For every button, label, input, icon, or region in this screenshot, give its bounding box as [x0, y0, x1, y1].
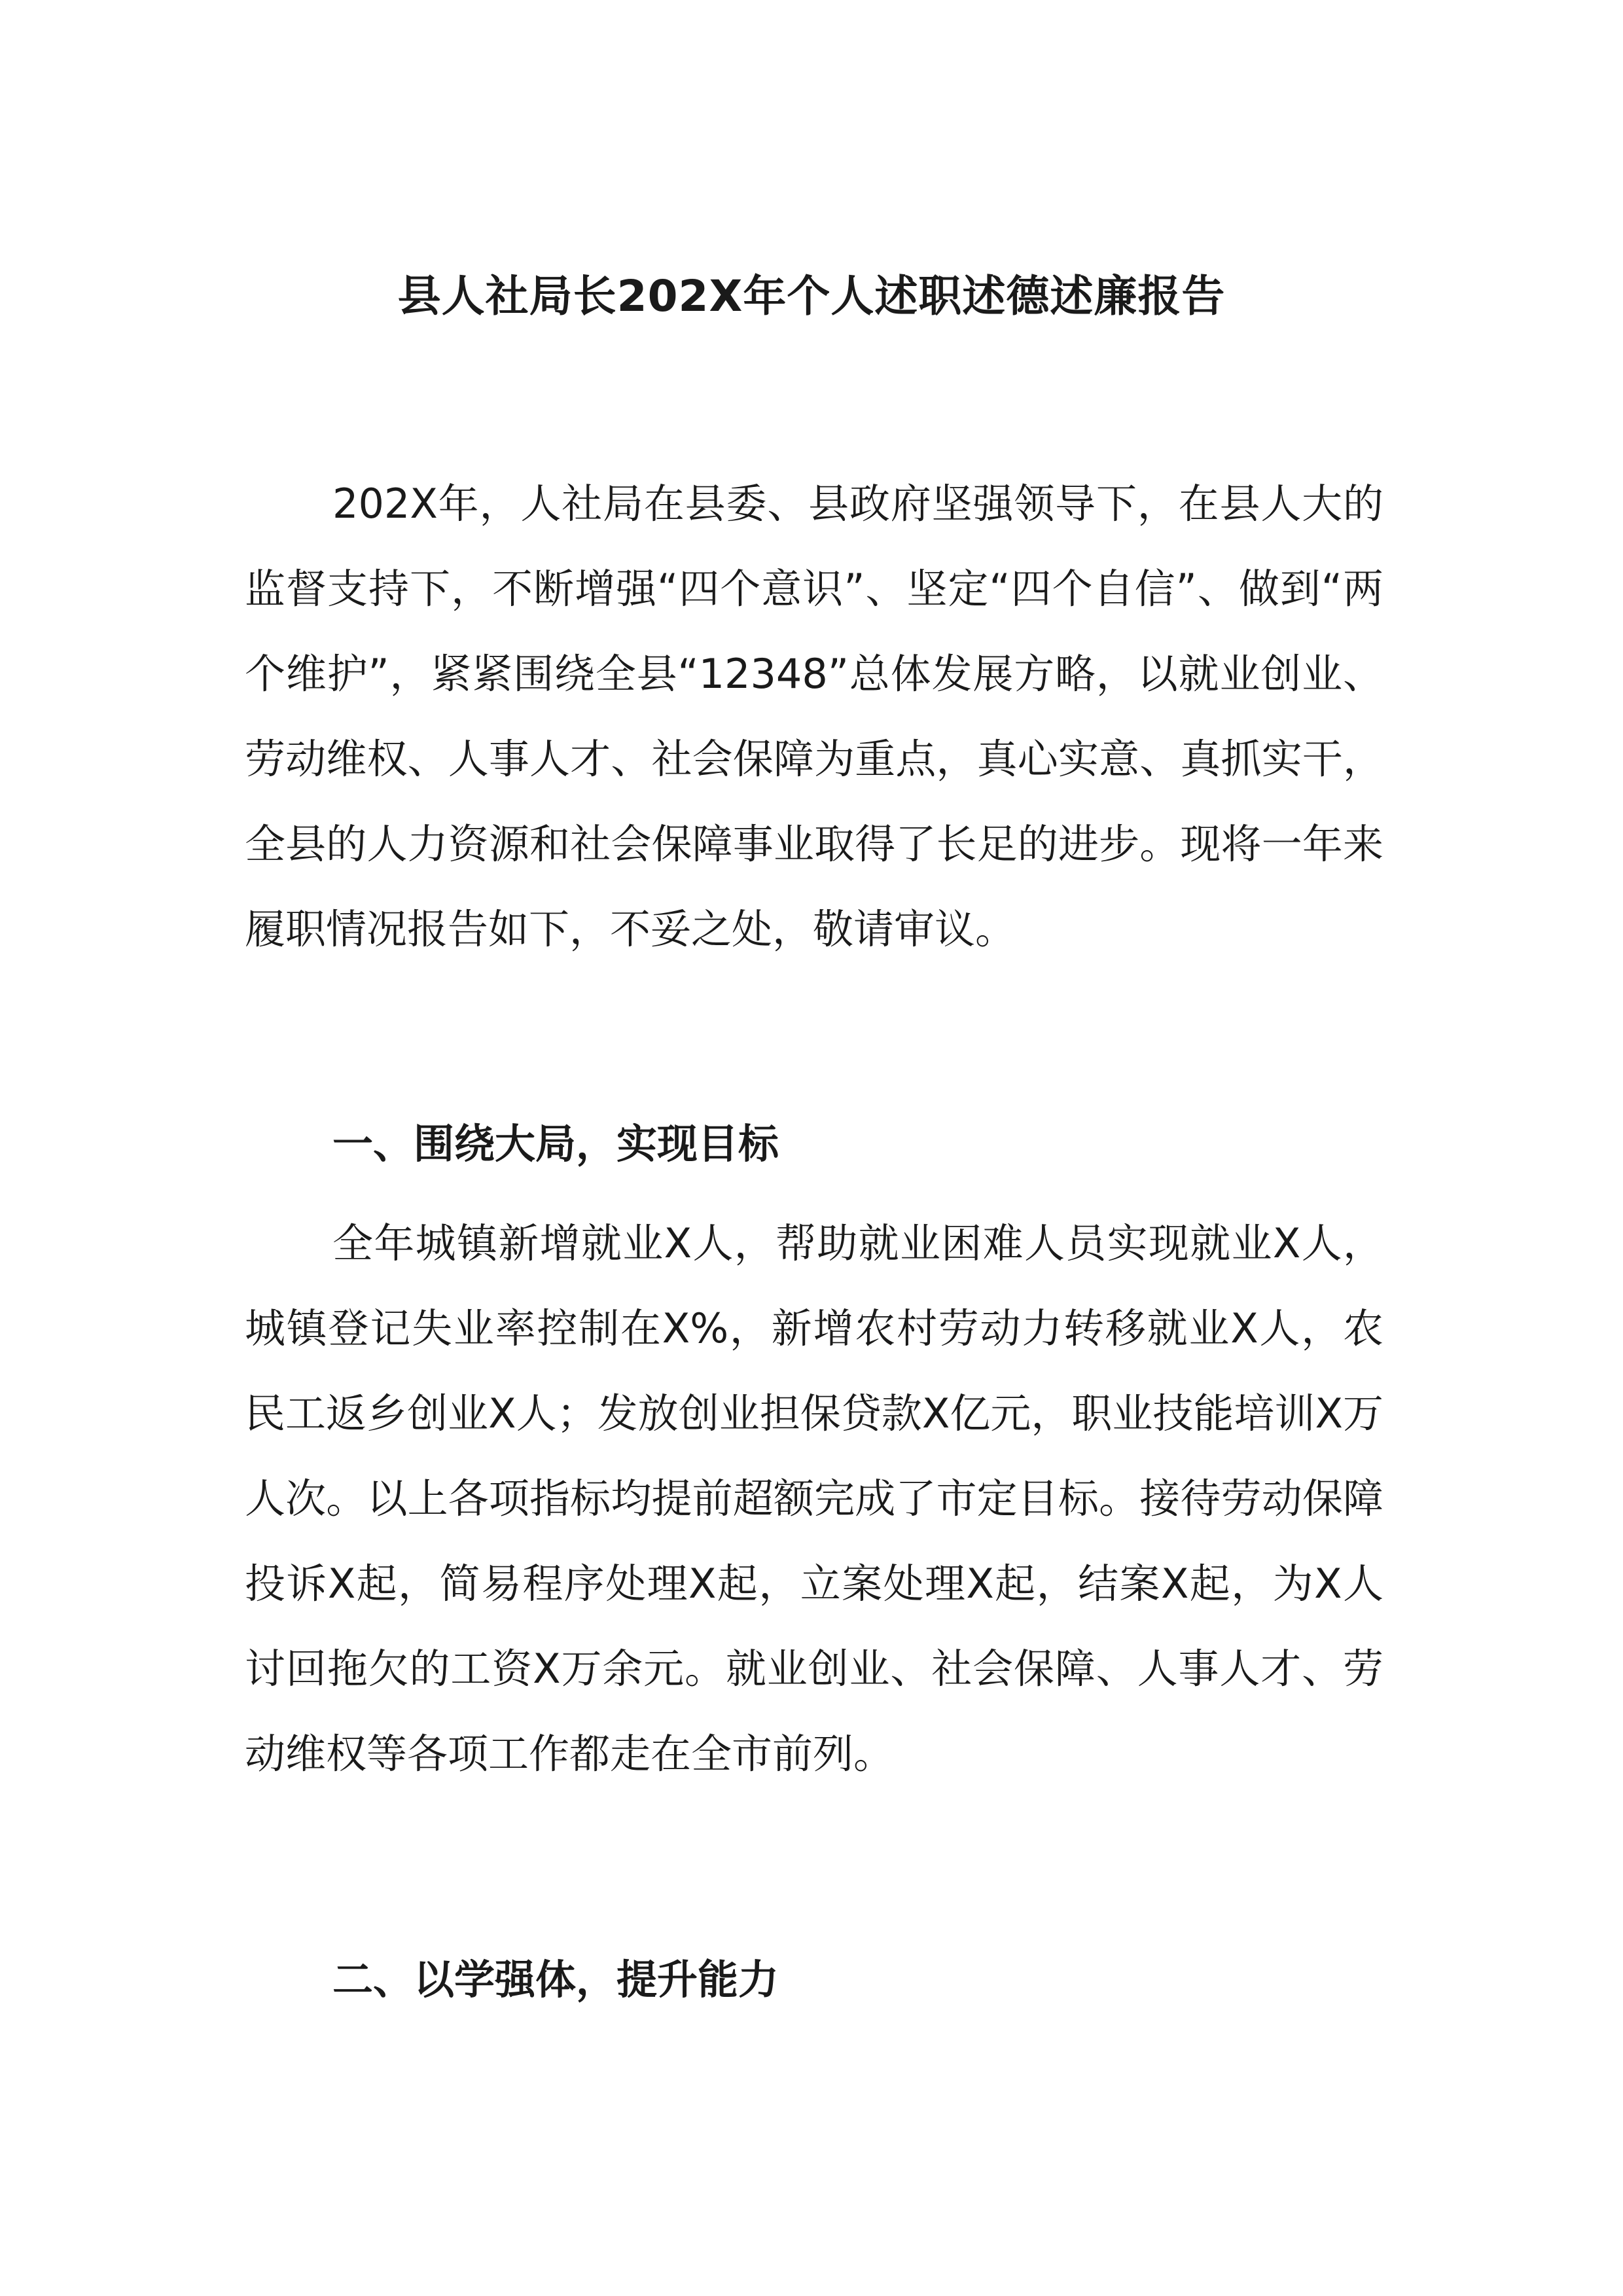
section-heading: 二、以学强体，提升能力 [332, 1956, 779, 2003]
document-title: 县人社局长202X年个人述职述德述廉报告 [397, 271, 1226, 321]
intro-block [245, 461, 1383, 972]
section-1-body-block [245, 1201, 1383, 1797]
section-1-heading-block [245, 1102, 1383, 1187]
section-paragraph: 全年城镇新增就业X人，帮助就业困难人员实现就业X人，城镇登记失业率控制在X%，新增农村劳动力转移就业X人，农民工返乡创业X人；发放创业担保贷款X亿元，职业技能培训X万人次。以上各项指标均提前超额完成了市定目标。接待劳动保障投诉X起，简易程序处理X起，立案处理X起，结案X起，为X人讨回拖欠的工资X万余元。就业创业、社会保障、人事人才、劳动维权等各项工作都走在全市前列。 [245, 1219, 1383, 1778]
intro-paragraph: 202X年，人社局在县委、县政府坚强领导下，在县人大的监督支持下，不断增强“四个意识”、坚定“四个自信”、做到“两个维护”，紧紧围绕全县“12348”总体发展方略，以就业创业、劳动维权、人事人才、社会保障为重点，真心实意、真抓实干，全县的人力资源和社会保障事业取得了长足的进步。现将一年来履职情况报告如下，不妥之处，敬请审议。 [245, 480, 1383, 953]
section-2-heading-block [245, 1937, 1383, 2022]
section-heading: 一、围绕大局，实现目标 [332, 1120, 779, 1168]
